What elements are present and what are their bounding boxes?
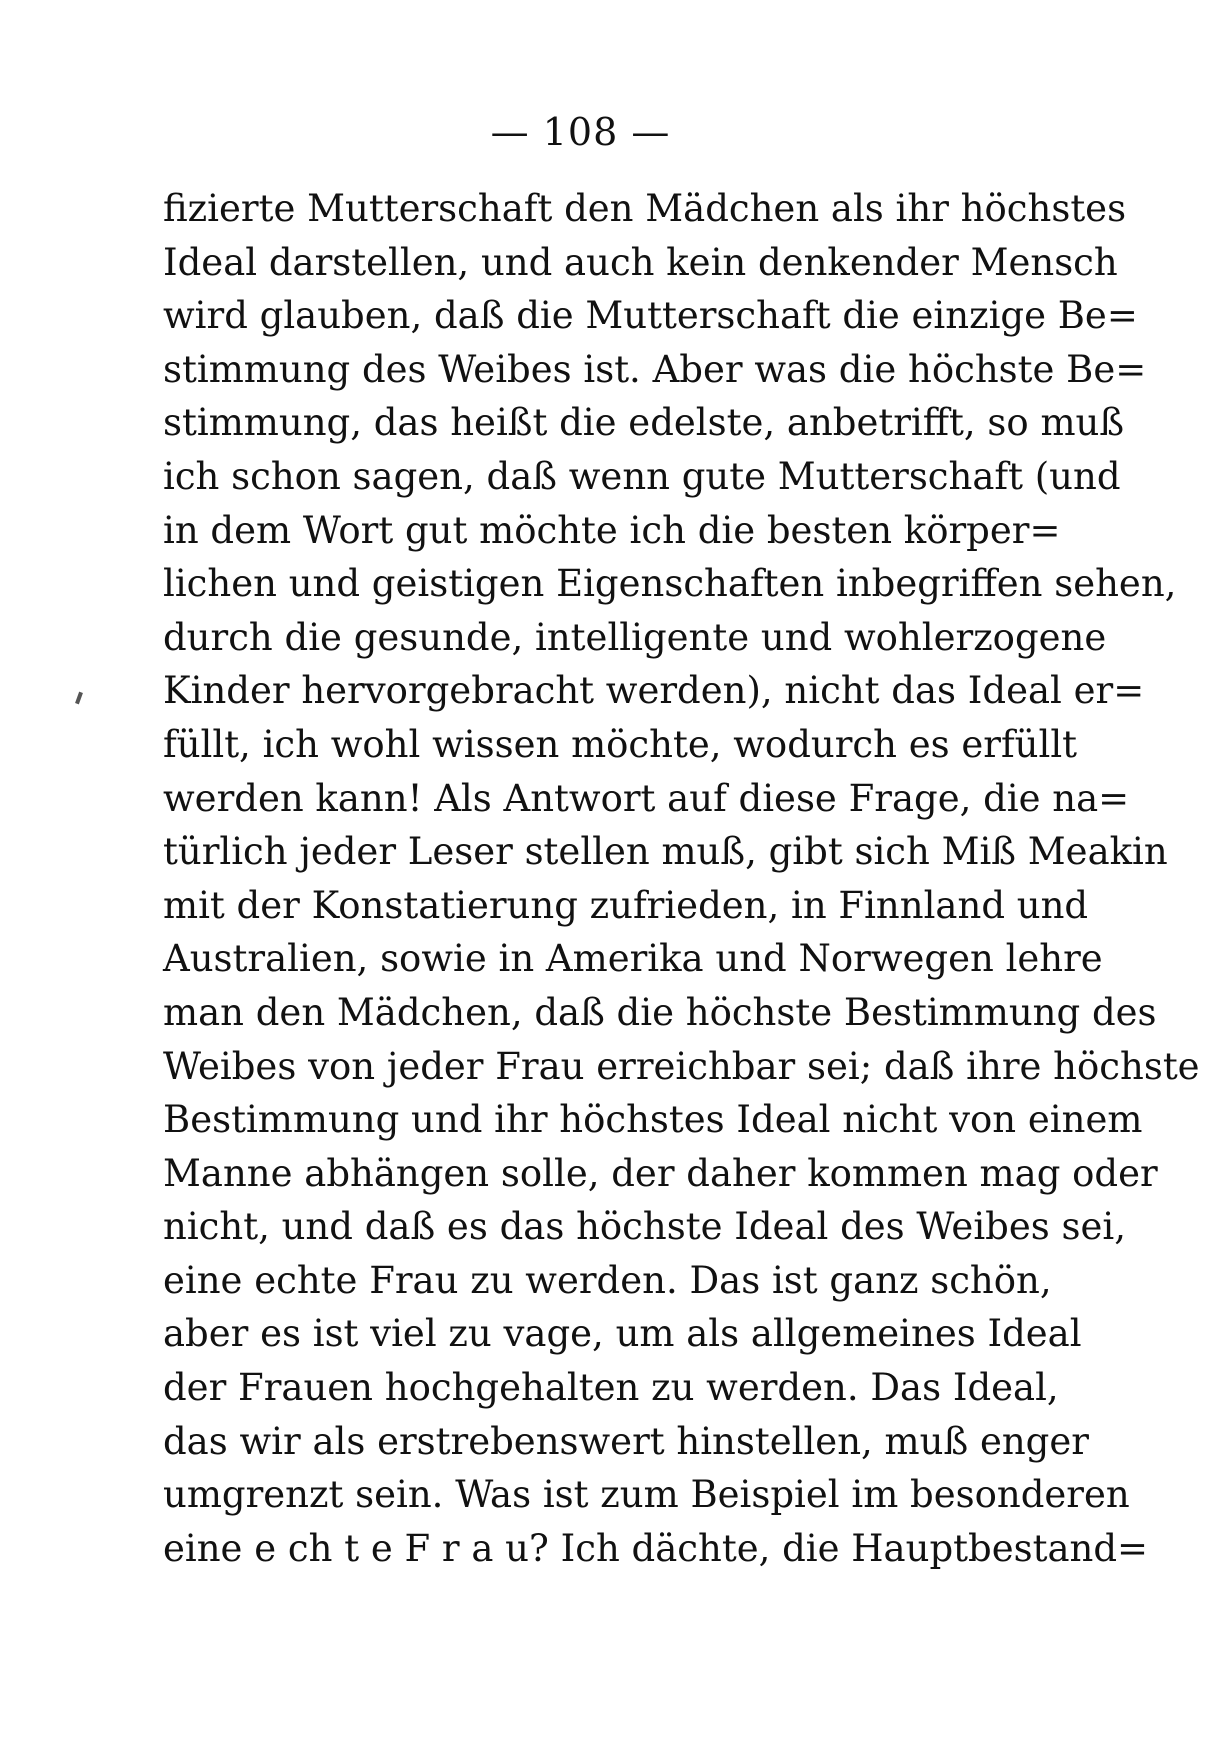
text-line: eine e ch t e F r a u? Ich dächte, die Hauptbestand= <box>163 1526 1149 1570</box>
text-line: eine echte Frau zu werden. Das ist ganz schön, <box>163 1258 1052 1302</box>
text-line: füllt, ich wohl wissen möchte, wodurch es erfüllt <box>163 722 1078 766</box>
text-line: wird glauben, daß die Mutterschaft die einzige Be= <box>163 294 1138 338</box>
text-line: stimmung des Weibes ist. Aber was die höchste Be= <box>163 347 1147 391</box>
text-line: Weibes von jeder Frau erreichbar sei; daß ihre höchste <box>163 1044 1200 1088</box>
text-line: lichen und geistigen Eigenschaften inbegriffen sehen, <box>163 562 1177 606</box>
text-line: ich schon sagen, daß wenn gute Mutterschaft (und <box>163 454 1121 498</box>
text-line: werden kann! Als Antwort auf diese Frage, die na= <box>163 776 1130 820</box>
text-line: stimmung, das heißt die edelste, anbetrifft, so muß <box>163 401 1125 445</box>
text-line: umgrenzt sein. Was ist zum Beispiel im besonderen <box>163 1473 1130 1517</box>
text-line: Bestimmung und ihr höchstes Ideal nicht von einem <box>163 1098 1143 1142</box>
text-line: durch die gesunde, intelligente und wohlerzogene <box>163 615 1107 659</box>
page-number: — 108 — <box>490 110 671 154</box>
margin-mark <box>75 692 83 705</box>
text-line: aber es ist viel zu vage, um als allgemeines Ideal <box>163 1312 1082 1356</box>
text-line: in dem Wort gut möchte ich die besten körper= <box>163 508 1061 552</box>
text-line: fizierte Mutterschaft den Mädchen als ihr höchstes <box>163 187 1127 230</box>
text-line: mit der Konstatierung zufrieden, in Finnland und <box>163 883 1089 927</box>
text-line: Australien, sowie in Amerika und Norwegen lehre <box>163 937 1103 981</box>
text-line: Manne abhängen solle, der daher kommen mag oder <box>163 1151 1158 1195</box>
text-line: nicht, und daß es das höchste Ideal des Weibes sei, <box>163 1205 1126 1249</box>
text-line: Ideal darstellen, und auch kein denkender Mensch <box>163 240 1118 284</box>
text-line: Kinder hervorgebracht werden), nicht das Ideal er= <box>163 669 1145 713</box>
text-line: türlich jeder Leser stellen muß, gibt sich Miß Meakin <box>163 830 1168 874</box>
text-line: der Frauen hochgehalten zu werden. Das Ideal, <box>163 1366 1059 1410</box>
body-text <box>163 182 1200 1575</box>
text-line: das wir als erstrebenswert hinstellen, muß enger <box>163 1419 1089 1463</box>
text-line: man den Mädchen, daß die höchste Bestimmung des <box>163 990 1157 1034</box>
